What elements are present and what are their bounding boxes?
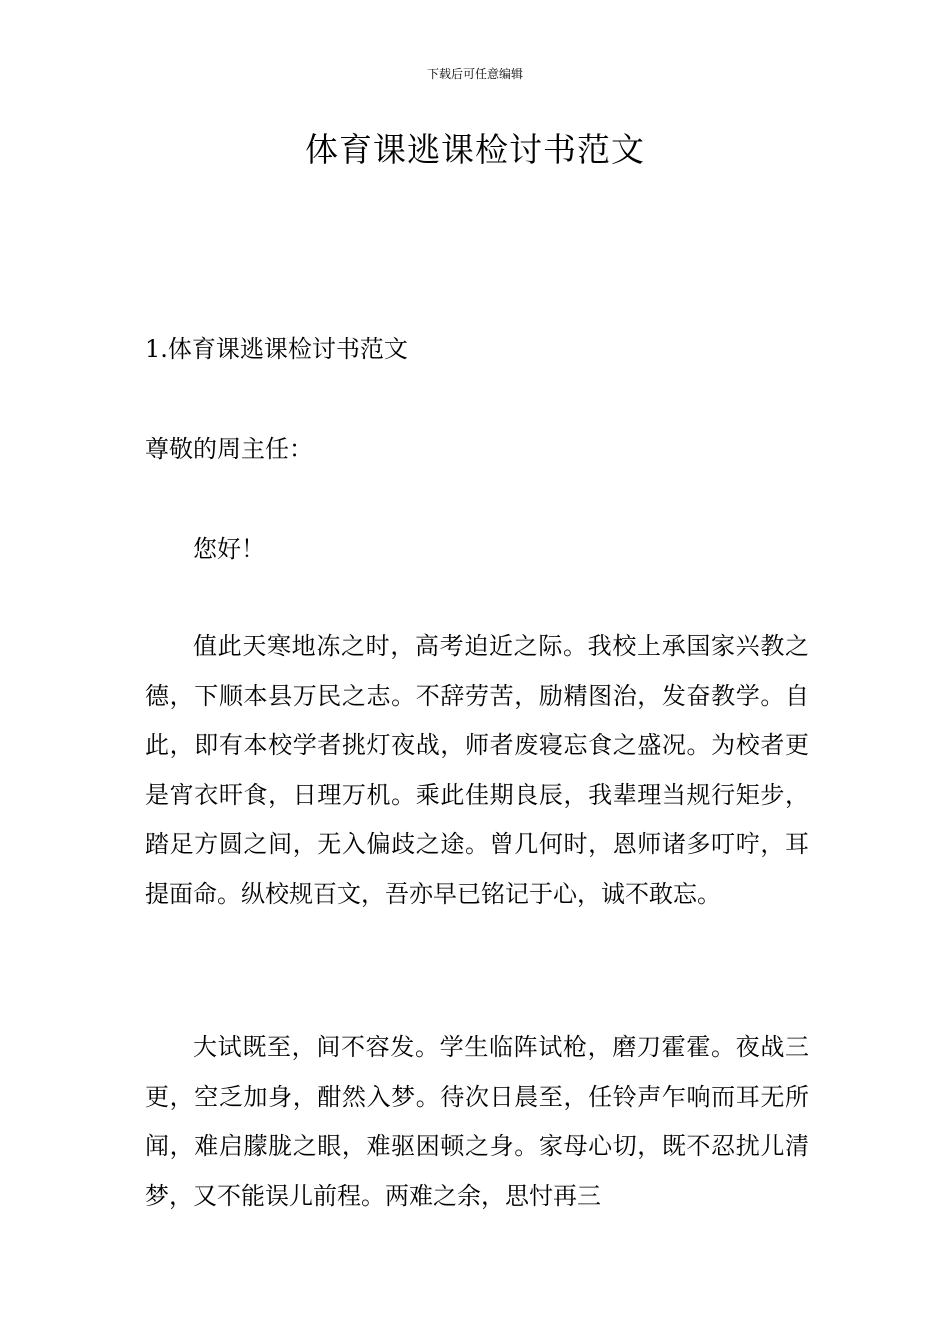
section-heading: 1.体育课逃课检讨书范文: [145, 335, 408, 363]
body-paragraph: 大试既至，间不容发。学生临阵试枪，磨刀霍霍。夜战三更，空乏加身，酣然入梦。待次日晨至，任铃声乍响而耳无所闻，难启朦胧之眼，难驱困顿之身。家母心切，既不忍扰儿清梦，又不能误儿前程。两难之余，思忖再三: [145, 1033, 809, 1210]
page-header-note: 下载后可任意编辑: [426, 67, 523, 81]
document-title: 体育课逃课检讨书范文: [305, 130, 645, 169]
body-paragraph: 值此天寒地冻之时，高考迫近之际。我校上承国家兴教之德，下顺本县万民之志。不辞劳苦，励精图治，发奋教学。自此，即有本校学者挑灯夜战，师者废寝忘食之盛况。为校者更是宵衣旰食，日理万机。乘此佳期良辰，我辈理当规行矩步，踏足方圆之间，无入偏歧之途。曾几何时，恩师诸多叮咛，耳提面命。纵校规百文，吾亦早已铭记于心，诚不敢忘。: [145, 632, 809, 908]
salutation: 尊敬的周主任：: [145, 435, 313, 463]
greeting: 您好！: [193, 535, 265, 563]
